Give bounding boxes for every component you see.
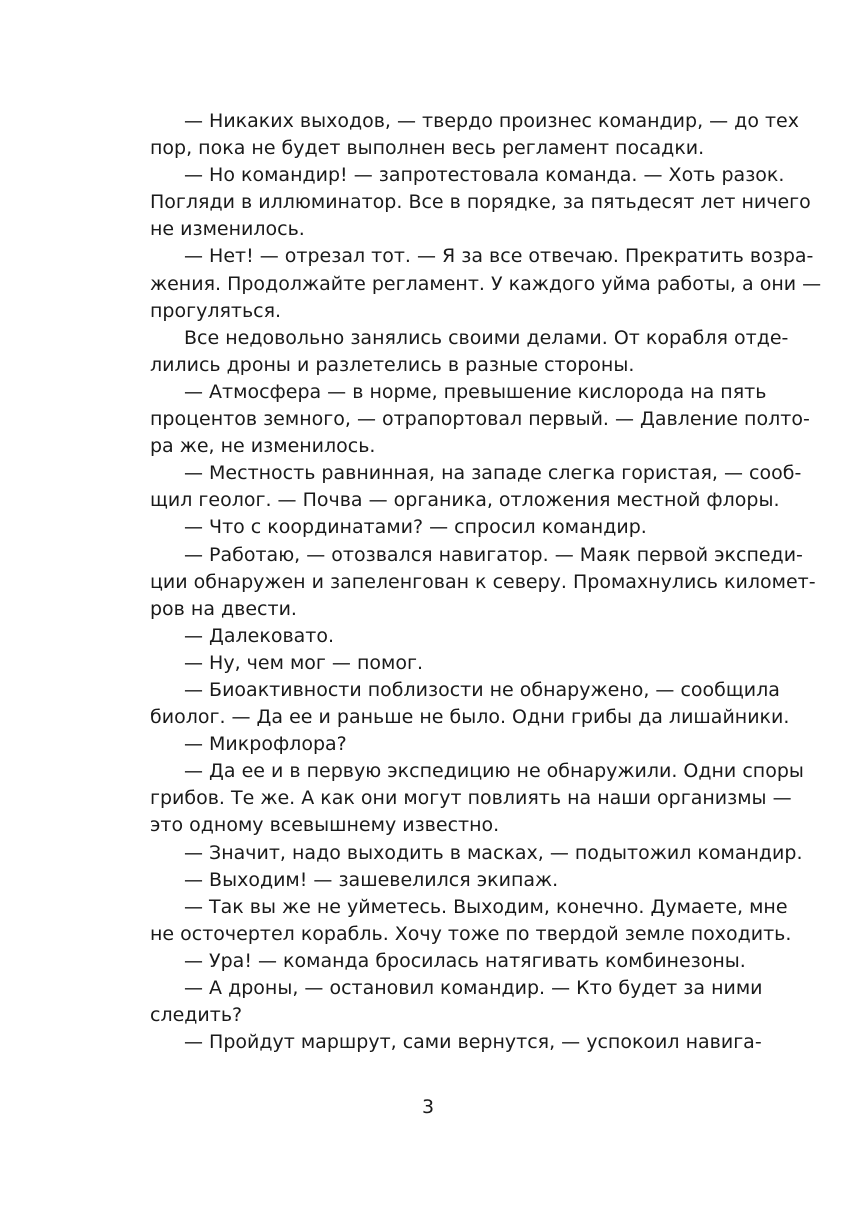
text-line: — Нет! — отрезал тот. — Я за все отвечаю. Прекратить возра-	[184, 245, 814, 268]
paragraph	[150, 162, 811, 243]
text-line: ра же, не изменилось.	[150, 435, 376, 458]
text-line: — Ура! — команда бросилась натягивать комбинезоны.	[184, 949, 746, 972]
text-line: — Значит, надо выходить в масках, — подытожил командир.	[184, 841, 803, 864]
text-line: Погляди в иллюминатор. Все в порядке, за пятьдесят лет ничего	[150, 191, 811, 214]
text-line: лились дроны и разлетелись в разные стороны.	[150, 353, 635, 376]
paragraph	[150, 108, 799, 162]
text-line: грибов. Те же. А как они могут повлиять на наши организмы —	[150, 787, 792, 810]
text-line: — Что с координатами? — спросил командир.	[184, 516, 647, 539]
text-line: — Выходим! — зашевелился экипаж.	[184, 868, 559, 891]
text-line: — Так вы же не уйметесь. Выходим, конечно. Думаете, мне	[184, 895, 788, 918]
text-line: это одному всевышнему известно.	[150, 814, 500, 837]
paragraph	[150, 243, 822, 324]
text-line: — Но командир! — запротестовала команда. — Хоть разок.	[184, 164, 785, 187]
text-line: ции обнаружен и запеленгован к северу. Промахнулись километ-	[150, 570, 816, 593]
text-line: прогуляться.	[150, 299, 282, 322]
text-body	[150, 108, 822, 1056]
paragraph	[150, 731, 743, 758]
text-line: — Никаких выходов, — твердо произнес командир, — до тех	[184, 110, 799, 132]
paragraph	[150, 758, 804, 839]
text-line: — Работаю, — отозвался навигатор. — Маяк первой экспеди-	[184, 543, 803, 566]
paragraph	[150, 514, 743, 541]
paragraph	[150, 650, 743, 677]
paragraph	[150, 623, 743, 650]
text-line: не осточертел корабль. Хочу тоже по твердой земле походить.	[150, 922, 792, 945]
paragraph	[150, 840, 803, 867]
text-line: жения. Продолжайте регламент. У каждого уйма работы, а они —	[150, 272, 822, 295]
text-line: — Атмосфера — в норме, превышение кислорода на пять	[184, 380, 767, 403]
paragraph	[150, 975, 763, 1029]
text-line: ров на двести.	[150, 597, 297, 620]
paragraph	[150, 379, 810, 460]
text-line: Все недовольно занялись своими делами. От корабля отде-	[184, 326, 789, 349]
text-line: — Далековато.	[184, 624, 335, 647]
paragraph	[150, 1029, 762, 1056]
paragraph	[150, 460, 802, 514]
text-line: щил геолог. — Почва — органика, отложения местной флоры.	[150, 489, 780, 512]
page-number: 3	[421, 1096, 435, 1118]
text-line: — Биоактивности поблизости не обнаружено, — сообщила	[184, 678, 780, 701]
paragraph	[150, 542, 816, 623]
paragraph	[150, 325, 789, 379]
text-line: биолог. — Да ее и раньше не было. Одни грибы да лишайники.	[150, 706, 790, 729]
text-line: — А дроны, — остановил командир. — Кто будет за ними	[184, 977, 763, 999]
text-line: — Местность равнинная, на западе слегка гористая, — сооб-	[184, 462, 802, 485]
text-line: не изменилось.	[150, 218, 305, 241]
paragraph	[150, 948, 746, 975]
text-line: — Пройдут маршрут, сами вернутся, — успокоил навига-	[184, 1031, 762, 1054]
text-line: — Да ее и в первую экспедицию не обнаружили. Одни споры	[184, 760, 804, 783]
paragraph	[150, 867, 743, 894]
text-line: следить?	[150, 1004, 243, 1027]
text-line: процентов земного, — отрапортовал первый. — Давление полто-	[150, 408, 810, 431]
paragraph	[150, 677, 790, 731]
text-line: пор, пока не будет выполнен весь регламент посадки.	[150, 137, 705, 160]
text-line: — Ну, чем мог — помог.	[184, 651, 423, 674]
paragraph	[150, 894, 792, 948]
text-line: — Микрофлора?	[184, 733, 347, 756]
